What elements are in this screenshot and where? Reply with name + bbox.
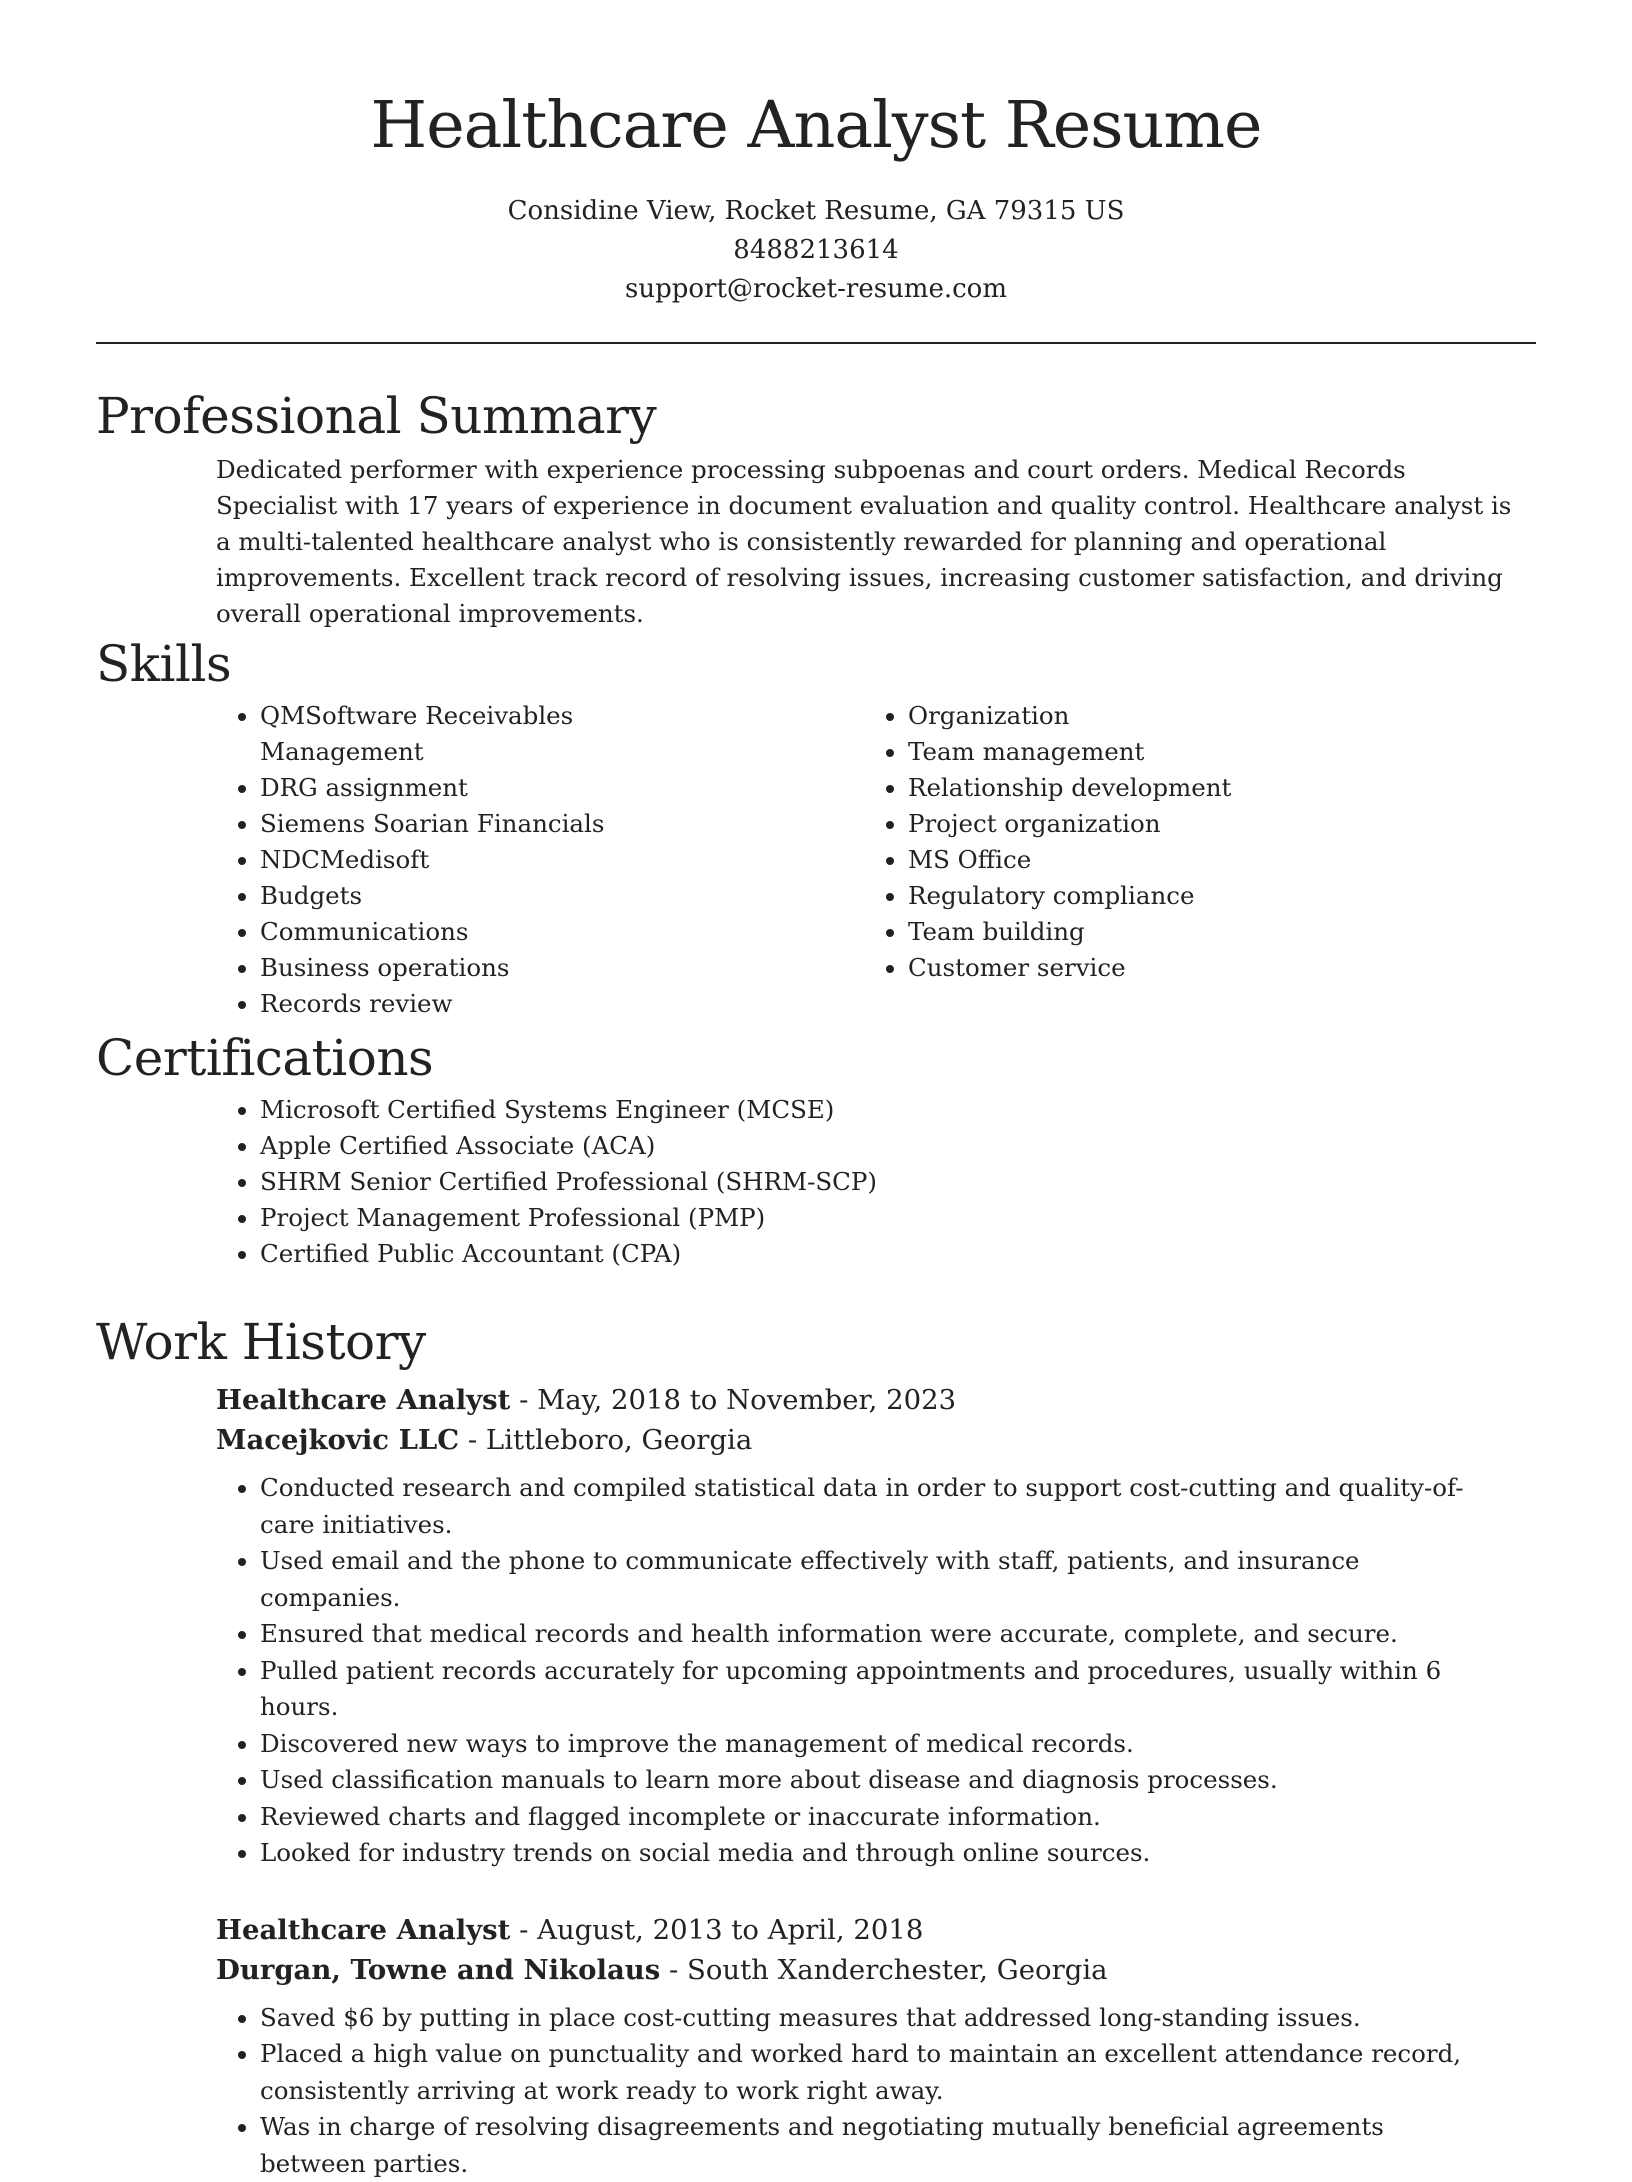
job-bullet: • Saved $6 by putting in place cost-cutting measures that addressed long-standing issues. [260,2000,1490,2037]
certifications-section [96,1028,1536,1272]
certification-item: • Apple Certified Associate (ACA) [260,1128,1536,1164]
job-company: Durgan, Towne and Nikolaus [216,1954,660,1986]
contact-block [0,192,1632,309]
resume-title: Healthcare Analyst Resume [0,86,1632,166]
skills-heading: Skills [96,634,1536,694]
job-bullet: • Was in charge of resolving disagreements and negotiating mutually beneficial agreements between parties. [260,2109,1490,2182]
job-title: Healthcare Analyst [216,1384,510,1416]
header-divider [96,342,1536,344]
certifications-heading: Certifications [96,1028,1536,1088]
job-company: Macejkovic LLC [216,1424,459,1456]
job-location: - South Xanderchester, Georgia [660,1954,1107,1986]
summary-section [96,386,1536,632]
skill-item: • MS Office [908,842,1392,878]
skill-item: • Communications [260,914,744,950]
certification-item: • SHRM Senior Certified Professional (SHRM-SCP) [260,1164,1536,1200]
job-bullets [216,1470,1490,1872]
certification-item: • Certified Public Accountant (CPA) [260,1236,1536,1272]
job-bullet: • Conducted research and compiled statistical data in order to support cost-cutting and quality-of-care initiatives. [260,1470,1490,1543]
job-bullet: • Reviewed charts and flagged incomplete or inaccurate information. [260,1799,1490,1836]
skill-item: • Customer service [908,950,1392,986]
job-company-line [216,1950,1536,1990]
summary-heading: Professional Summary [96,386,1536,446]
skill-item: • Team building [908,914,1392,950]
job-bullets [216,2000,1490,2182]
skill-item: • Business operations [260,950,744,986]
skill-item: • Regulatory compliance [908,878,1392,914]
skill-item: • NDCMedisoft [260,842,744,878]
job-bullet: • Used classification manuals to learn more about disease and diagnosis processes. [260,1762,1490,1799]
skill-item: • Budgets [260,878,744,914]
contact-phone: 8488213614 [0,231,1632,270]
job-bullet: • Used email and the phone to communicate effectively with staff, patients, and insurance companies. [260,1543,1490,1616]
job-bullet: • Pulled patient records accurately for upcoming appointments and procedures, usually within 6 hours. [260,1653,1490,1726]
skill-item: • Organization [908,698,1392,734]
skills-section [96,634,1536,1022]
certification-item: • Microsoft Certified Systems Engineer (MCSE) [260,1092,1536,1128]
job-bullet: • Looked for industry trends on social media and through online sources. [260,1835,1490,1872]
skill-item: • Team management [908,734,1392,770]
summary-text: Dedicated performer with experience processing subpoenas and court orders. Medical Records Specialist with 17 years of experience in document evaluation and quality control. Healthcare analyst is a multi-talented healthcare analyst who is consistently rewarded for planning and operational improvements. Excellent track record of resolving issues, increasing customer satisfaction, and driving overall operational improvements. [216,452,1516,632]
job-dates: - May, 2018 to November, 2023 [510,1384,956,1416]
skills-columns [96,698,1536,1022]
certification-item: • Project Management Professional (PMP) [260,1200,1536,1236]
job-bullet: • Placed a high value on punctuality and worked hard to maintain an excellent attendance record, consistently arriving at work ready to work right away. [260,2036,1490,2109]
job-location: - Littleboro, Georgia [459,1424,752,1456]
job-entry [216,1910,1536,2182]
job-title: Healthcare Analyst [216,1914,510,1946]
job-title-line [216,1380,1536,1420]
skills-list-right [744,698,1392,1022]
skill-item: • QMSoftware Receivables Management [260,698,744,770]
skill-item: • Project organization [908,806,1392,842]
skill-item: • Siemens Soarian Financials [260,806,744,842]
skill-item: • Records review [260,986,744,1022]
job-bullet: • Ensured that medical records and health information were accurate, complete, and secure. [260,1616,1490,1653]
job-bullet: • Discovered new ways to improve the management of medical records. [260,1726,1490,1763]
job-company-line [216,1420,1536,1460]
contact-address: Considine View, Rocket Resume, GA 79315 US [0,192,1632,231]
work-history-section [96,1312,1536,2182]
work-history-heading: Work History [96,1312,1536,1372]
job-title-line [216,1910,1536,1950]
job-dates: - August, 2013 to April, 2018 [510,1914,923,1946]
certifications-list [96,1092,1536,1272]
skills-list-left [96,698,744,1022]
job-entry [216,1380,1536,1872]
skill-item: • Relationship development [908,770,1392,806]
contact-email: support@rocket-resume.com [0,270,1632,309]
skill-item: • DRG assignment [260,770,744,806]
